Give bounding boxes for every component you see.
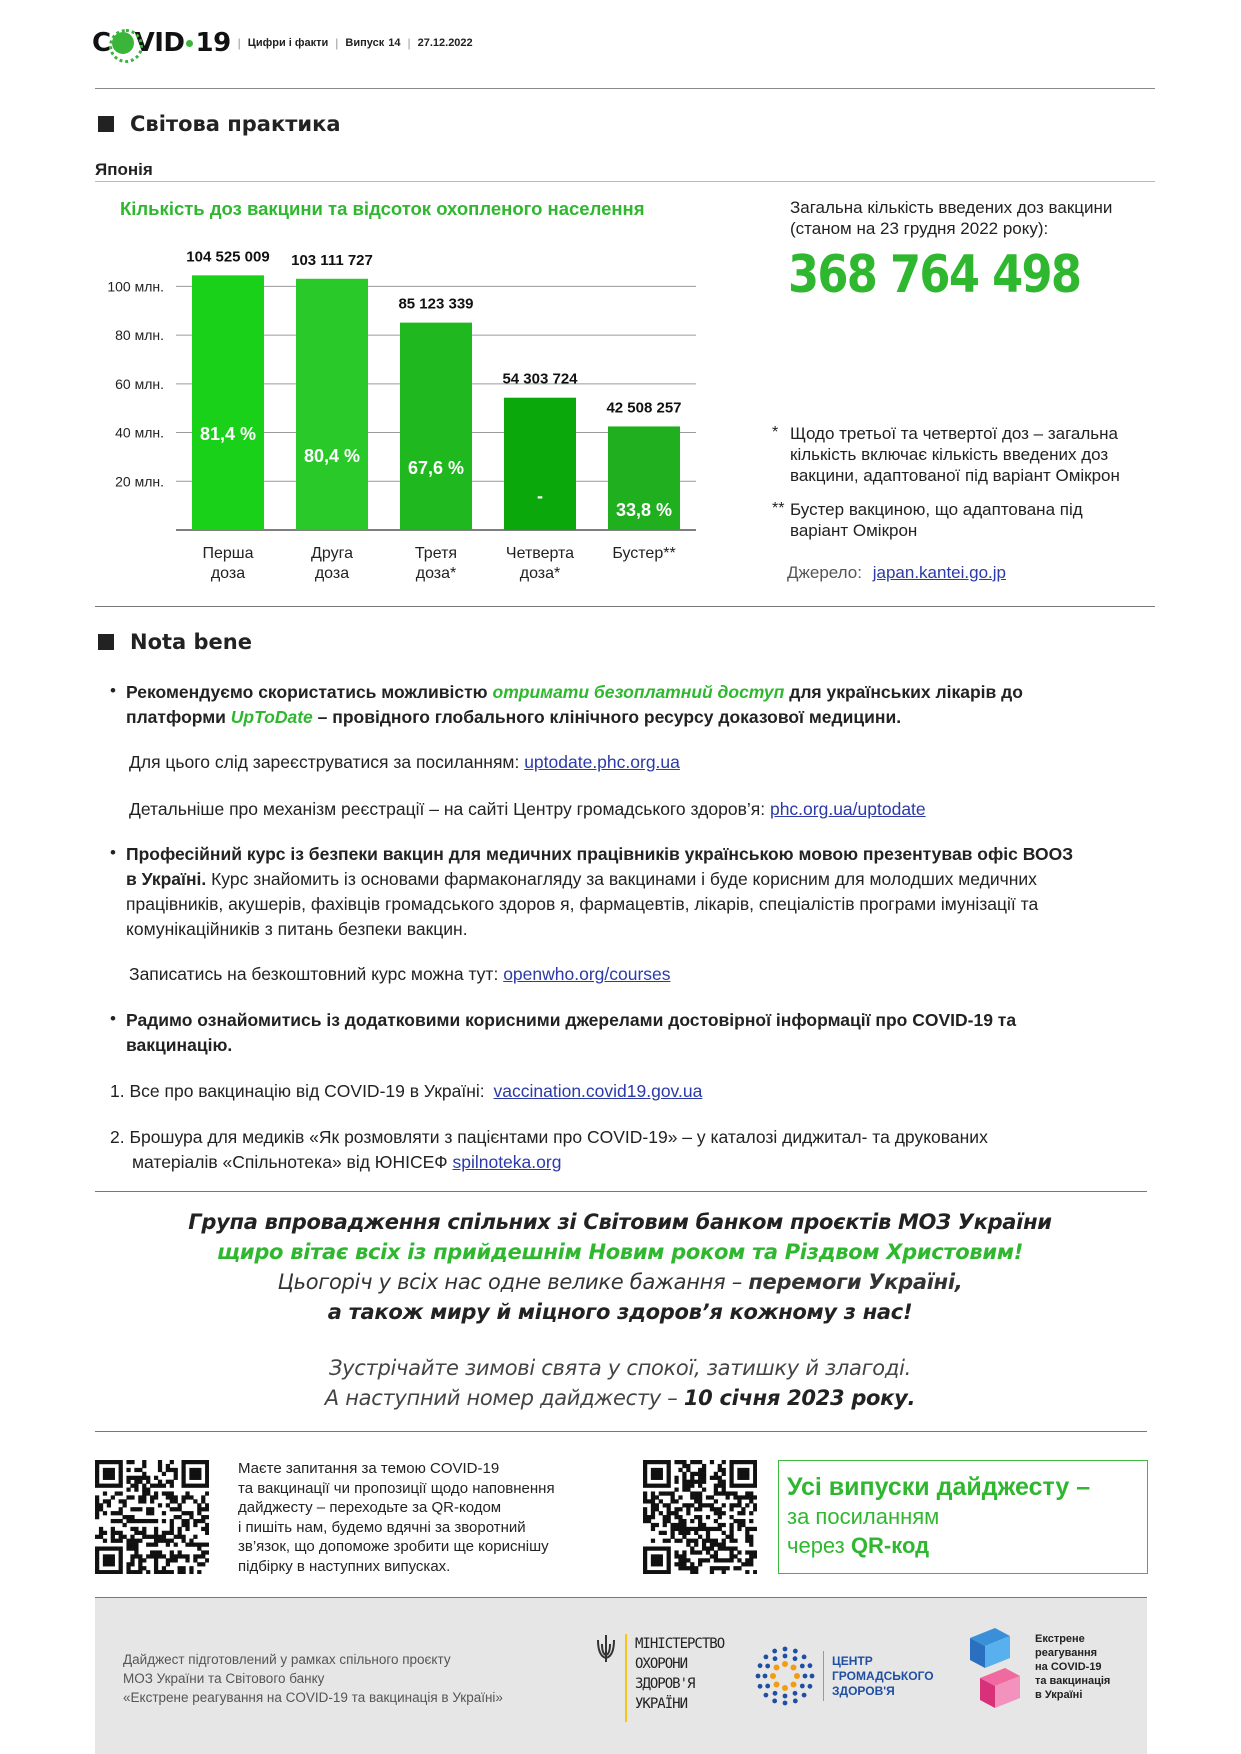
bar-percent-label: 81,4 %	[199, 424, 257, 444]
source-link[interactable]: japan.kantei.go.jp	[872, 563, 1006, 582]
y-tick-label: 40 млн.	[115, 424, 164, 441]
bullet-icon: •	[110, 1009, 116, 1028]
bar-value-label: 54 303 724	[502, 370, 578, 388]
phc-uptodate-link[interactable]: phc.org.ua/uptodate	[769, 799, 926, 819]
greeting-line-6: А наступний номер дайджесту – 10 січня 2023 року.	[324, 1386, 916, 1410]
footer	[95, 1598, 1147, 1754]
covid19-logo: C VID 19	[92, 28, 231, 58]
total-doses-value: 368 764 498	[788, 245, 1081, 305]
bar-value-label: 85 123 339	[398, 295, 474, 313]
project-logo: Екстрене реагування на COVID-19 та вакцинація в Україні	[965, 1628, 1110, 1710]
greeting-line-3: Цьогоріч у всіх нас одне велике бажання – перемоги Україні,	[277, 1270, 963, 1294]
y-tick-label: 20 млн.	[115, 473, 164, 490]
registration-line: Для цього слід зареєструватися за посиланням: uptodate.phc.org.ua	[129, 752, 680, 772]
country-divider	[95, 181, 1155, 182]
footnote1-text: Щодо третьої та четвертої доз – загальна кількість включає кількість введених доз вакцини, адаптованої під варіант Омікрон	[790, 424, 1120, 485]
category-label: доза*	[415, 565, 457, 582]
section-divider-3	[95, 1431, 1147, 1432]
square-icon	[98, 634, 114, 650]
digest-archive-title: Усі випуски дайджесту –	[787, 1473, 1091, 1501]
header-issue-label: Випуск	[345, 37, 385, 49]
y-tick-label: 80 млн.	[115, 327, 164, 344]
y-tick-label: 60 млн.	[115, 375, 164, 392]
bar	[400, 323, 472, 530]
virus-icon	[112, 32, 134, 54]
bar-percent-label: 80,4 %	[303, 446, 361, 466]
feedback-text: Маєте запитання за темою COVID-19 та вакцинації чи пропозиції щодо наповнення дайджесту – переходьте за QR-кодом і пишіть нам, будемо вдячні за зворотний зв’язок, що допоможе зробити ще кориснішу підбірку в наступних випусках.	[238, 1460, 555, 1575]
source-line	[787, 562, 1006, 583]
category-label: Перша	[202, 545, 254, 562]
category-label: Третя	[414, 545, 458, 562]
source-label: Джерело:	[787, 563, 862, 582]
section-divider-1	[95, 606, 1155, 607]
category-label: доза	[314, 565, 350, 582]
digest-archive-line2: за посиланням	[787, 1504, 940, 1529]
nota-item-1: Рекомендуємо скористатись можливістю отримати безоплатний доступ для українських лікарів до платформи UpToDate – провідного глобального клінічного ресурсу доказової медицини.	[126, 682, 1023, 727]
greeting-line-4: а також миру й міцного здоров’я кожному з нас!	[327, 1300, 913, 1324]
digest-archive-line3: через QR-код	[787, 1533, 930, 1558]
section-title-world: Світова практика	[98, 112, 341, 136]
bar-percent-label: 67,6 %	[407, 458, 465, 478]
header-date: 27.12.2022	[417, 37, 473, 49]
spilnoteka-link[interactable]: spilnoteka.org	[452, 1152, 562, 1172]
greeting-line-1: Група впровадження спільних зі Світовим банком проєктів МОЗ України	[188, 1210, 1052, 1234]
bullet-icon: •	[110, 843, 116, 862]
phc-logo: ЦЕНТР ГРОМАДСЬКОГО ЗДОРОВ'Я	[755, 1646, 934, 1706]
country-label: Японія	[95, 160, 153, 179]
moz-logo: МІНІСТЕРСТВО ОХОРОНИ ЗДОРОВ'Я УКРАЇНИ	[595, 1634, 724, 1722]
footer-text: Дайджест підготовлений у рамках спільного проєкту МОЗ України та Світового банку «Екстрене реагування на COVID-19 та вакцинація в Україні»	[123, 1652, 503, 1705]
category-label: доза*	[519, 565, 561, 582]
section-divider-2	[95, 1191, 1147, 1192]
chart-title: Кількість доз вакцини та відсоток охопленого населення	[120, 198, 645, 219]
category-label: Бустер**	[612, 545, 676, 562]
digest-archive-box	[778, 1460, 1148, 1574]
footnote2-text: Бустер вакциною, що адаптована під варіант Омікрон	[790, 500, 1083, 540]
page-header: C VID 19 | Цифри і факти | Випуск 14 | 27.12.2022	[92, 28, 473, 58]
details-line: Детальніше про механізм реєстрації – на сайті Центру громадського здоров’я: phc.org.ua/uptodate	[129, 799, 926, 819]
openwho-link[interactable]: openwho.org/courses	[503, 964, 671, 984]
section-title-nota-bene: Nota bene	[98, 630, 252, 654]
bar-value-label: 103 111 727	[291, 251, 373, 269]
nota-item-3: Радимо ознайомитись із додатковими корисними джерелами достовірної інформації про COVID-19 та вакцинацію.	[126, 1010, 1017, 1055]
digest-archive-qr-code[interactable]	[643, 1460, 757, 1574]
category-label: доза	[210, 565, 246, 582]
bar	[296, 279, 368, 530]
course-line: Записатись на безкоштовний курс можна тут: openwho.org/courses	[129, 964, 671, 984]
dot-icon	[186, 40, 193, 47]
greeting-line-5: Зустрічайте зимові свята у спокої, затишку й злагоді.	[329, 1356, 911, 1380]
bar-value-label: 42 508 257	[606, 399, 682, 417]
category-label: Друга	[311, 545, 353, 562]
phc-dots-icon	[755, 1646, 815, 1706]
feedback-qr-code[interactable]	[95, 1460, 209, 1574]
vaccine-bar-chart	[96, 230, 716, 590]
vaccination-link[interactable]: vaccination.covid19.gov.ua	[493, 1081, 703, 1101]
project-cube-icon	[965, 1628, 1025, 1710]
header-divider	[95, 88, 1155, 89]
bar-value-label: 104 525 009	[186, 248, 270, 266]
y-tick-label: 100 млн.	[107, 278, 164, 295]
total-doses-label: Загальна кількість введених доз вакцини (станом на 23 грудня 2022 року):	[790, 198, 1113, 238]
resource-item-2: 2. Брошура для медиків «Як розмовляти з пацієнтами про COVID-19» – у каталозі диджитал- та друкованих матеріалів «Спільнотека» від ЮНІСЕФ spilnoteka.org	[110, 1127, 988, 1172]
resource-item-1: 1. Все про вакцинацію від COVID-19 в Україні: vaccination.covid19.gov.ua	[110, 1081, 703, 1101]
footnote1-mark: *	[772, 424, 779, 441]
category-label: Четверта	[505, 545, 575, 562]
bar	[504, 398, 576, 530]
nota-item-2: Професійний курс із безпеки вакцин для медичних працівників українською мовою презентував офіс ВООЗ в Україні. Курс знайомить із основами фармаконагляду за вакцинами і буде корисним для молодших медичних працівників, акушерів, фахівців громадського здоров я, фармацевтів, лікарів, спеціалістів програми імунізації та комунікаційників з питань безпеки вакцин.	[126, 844, 1074, 939]
uptodate-link[interactable]: uptodate.phc.org.ua	[524, 752, 680, 772]
bar	[192, 275, 264, 530]
square-icon	[98, 116, 114, 132]
header-section: Цифри і факти	[247, 37, 329, 49]
footnote2-mark: **	[772, 500, 785, 517]
trident-icon	[595, 1634, 617, 1664]
header-issue-number: 14	[388, 37, 401, 49]
bar-percent-label: -	[537, 486, 543, 506]
greeting-line-2: щиро вітає всіх із прийдешнім Новим роком та Різдвом Христовим!	[217, 1240, 1023, 1264]
bar-percent-label: 33,8 %	[615, 500, 673, 520]
bullet-icon: •	[110, 681, 116, 700]
